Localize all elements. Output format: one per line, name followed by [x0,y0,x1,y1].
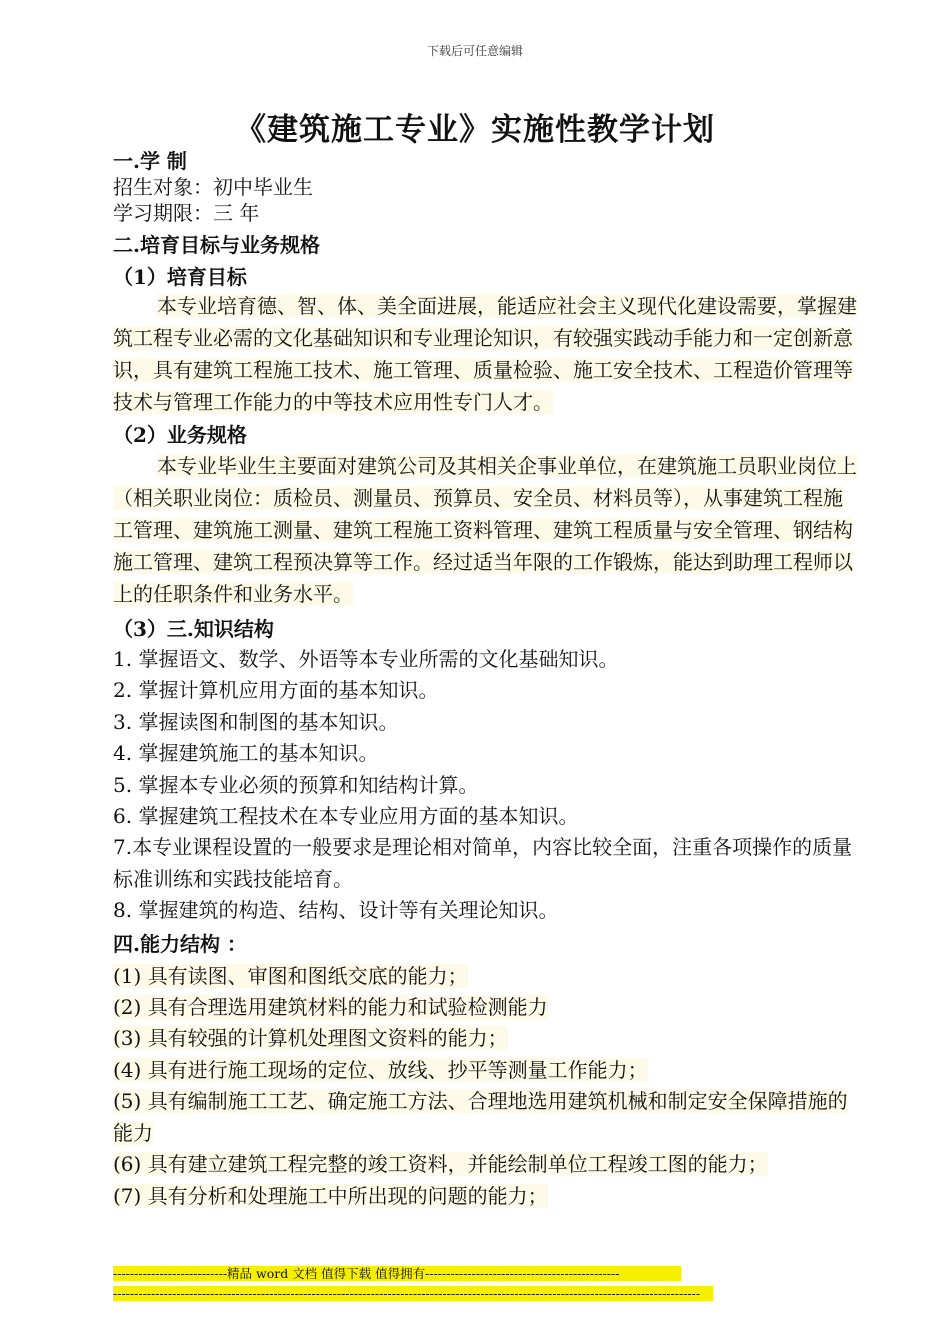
list-item: 2. 掌握计算机应用方面的基本知识。 [113,678,439,703]
list-item: 3. 掌握读图和制图的基本知识。 [113,709,399,734]
list-item-text: (2) 具有合理选用建筑材料的能力和试验检测能力 [113,995,548,1020]
section-3-heading: （3）三.知识结构 [113,617,274,641]
business-spec-text: 本专业毕业生主要面对建筑公司及其相关企事业单位，在建筑施工员职业岗位上（相关职业岗位：质检员、测量员、预算员、安全员、材料员等），从事建筑工程施工管理、建筑施工测量、建筑工程施工资料管理、建筑工程质量与安全管理、钢结构施工管理、建筑工程预决算等工作。经过适当年限的工作锻炼，能达到助理工程师以上的任职条件和业务水平。 [113,454,857,606]
list-item-text: (3) 具有较强的计算机处理图文资料的能力； [113,1026,508,1051]
business-spec-paragraph [113,450,858,610]
footer-line-2: ------------------------------------------------------------------------------------------------------------------------------------------- [113,1286,713,1301]
list-item: 1. 掌握语文、数学、外语等本专业所需的文化基础知识。 [113,647,619,671]
knowledge-list [113,644,858,927]
list-item-text: (5) 具有编制施工工艺、确定施工方法、合理地选用建筑机械和制定安全保障措施的能力 [113,1089,848,1145]
list-item [113,1181,858,1212]
list-item: 8. 掌握建筑的构造、结构、设计等有关理论知识。 [113,898,559,923]
list-item [113,1023,858,1054]
footer-line-1: ---------------------------精品 word 文档 值得下载 值得拥有---------------------------------------------- [113,1266,681,1281]
list-item [113,1055,858,1086]
list-item [113,1149,858,1180]
enrollment-target: 招生对象：初中毕业生 [113,175,313,199]
training-goal-paragraph [113,290,858,418]
study-duration: 学习期限：三 年 [113,201,260,225]
document-title: 《建筑施工专业》实施性教学计划 [235,112,715,148]
header-note: 下载后可任意编辑 [426,44,523,58]
ability-list [113,961,858,1212]
footer-banner [113,1266,713,1301]
section-2-heading: 二.培育目标与业务规格 [113,233,320,257]
list-item-text: (7) 具有分析和处理施工中所出现的问题的能力； [113,1183,548,1208]
list-item: 4. 掌握建筑施工的基本知识。 [113,741,379,766]
list-item: 7.本专业课程设置的一般要求是理论相对简单，内容比较全面，注重各项操作的质量标准训练和实践技能培育。 [113,835,853,891]
list-item: 6. 掌握建筑工程技术在本专业应用方面的基本知识。 [113,804,579,829]
list-item-text: (6) 具有建立建筑工程完整的竣工资料，并能绘制单位工程竣工图的能力； [113,1152,768,1177]
list-item-text: (1) 具有读图、审图和图纸交底的能力； [113,963,468,988]
subsection-business-spec: （2）业务规格 [113,423,247,447]
subsection-training-goal: （1）培育目标 [113,265,247,289]
list-item [113,961,858,992]
list-item: 5. 掌握本专业必须的预算和知结构计算。 [113,772,479,797]
section-4-heading: 四.能力结构 ： [113,931,247,956]
list-item [113,1086,858,1149]
section-1-heading: 一.学 制 [113,149,187,173]
document-body [113,148,858,1212]
training-goal-text: 本专业培育德、智、体、美全面进展，能适应社会主义现代化建设需要，掌握建筑工程专业必需的文化基础知识和专业理论知识，有较强实践动手能力和一定创新意识，具有建筑工程施工技术、施工管理、质量检验、施工安全技术、工程造价管理等技术与管理工作能力的中等技术应用性专门人才。 [113,294,857,414]
list-item [113,992,858,1023]
list-item-text: (4) 具有进行施工现场的定位、放线、抄平等测量工作能力； [113,1057,648,1082]
